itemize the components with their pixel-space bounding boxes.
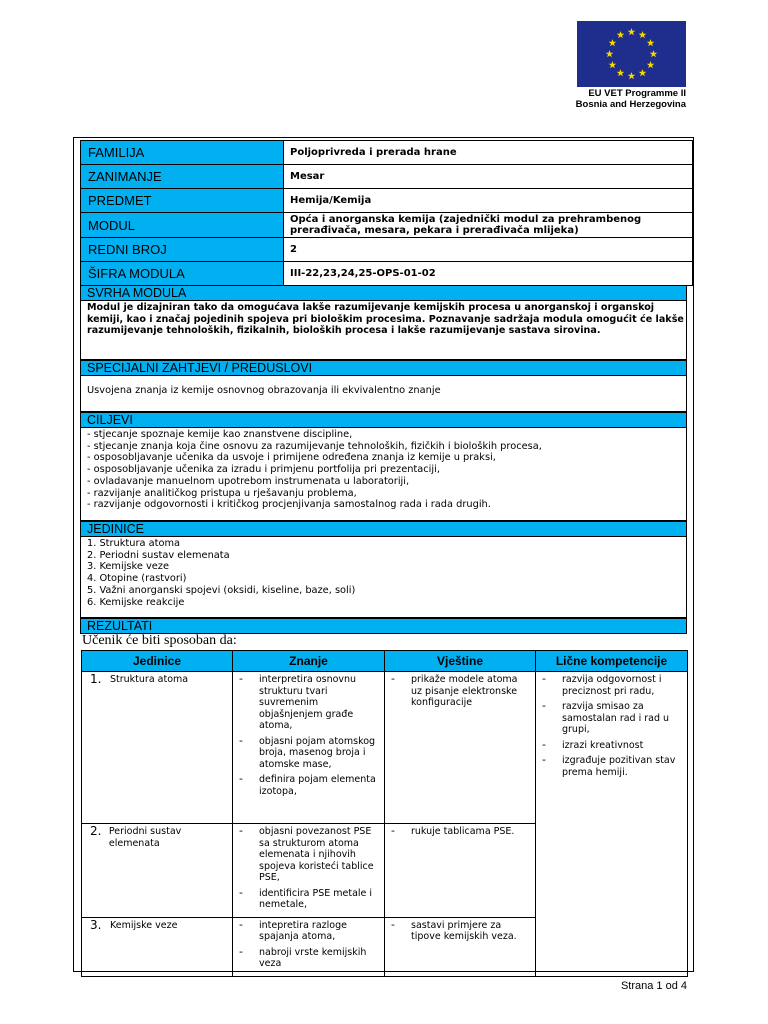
zahtjevi-text: Usvojena znanja iz kemije osnovnog obrazovanja ili ekvivalentno znanje (87, 385, 441, 396)
list-item: - izgrađuje pozitivan stav prema hemiji. (540, 755, 683, 778)
kompetencije-item: razvija smisao za samostalan rad i rad u grupi, (562, 701, 670, 735)
list-item: - izrazi kreativnost (542, 737, 644, 751)
vjestine-item: sastavi primjere za tipove kemijskih veza. (411, 919, 517, 942)
programme-line1: EU VET Programme II (588, 88, 686, 99)
header-licne-kompetencije: Lične kompetencije (536, 651, 688, 672)
list-item: - objasni povezanost PSE sa strukturom atoma elemenata i njihovih spojeva koristeći tablice PSE, (237, 826, 380, 884)
ciljevi-item: - osposobljavanje učenika da usvoje i primijene određena znanja iz kemije u praksi, (87, 452, 496, 464)
section-title-zahtjevi: SPECIJALNI ZAHTJEVI / PREDUSLOVI (80, 360, 687, 376)
field-value-modul: Opća i anorganska kemija (zajednički modul za prehrambenog prerađivača, mesara, pekara i prerađivača mlijeka) (284, 212, 693, 238)
programme-label (576, 88, 686, 110)
ciljevi-item: - razvijanje odgovornosti i kritičkog procjenjivanja samostalnog rada i rada drugih. (87, 499, 491, 511)
ciljevi-list (81, 428, 686, 511)
unit-number: 2. (90, 824, 102, 838)
table-row (82, 672, 688, 824)
field-value-sifra-modula: III-22,23,24,25-OPS-01-02 (284, 261, 693, 286)
list-item: - prikaže modele atoma uz pisanje elektronske konfiguracije (389, 674, 531, 709)
jedinice-item: 6. Kemijske reakcije (87, 596, 185, 608)
field-label-sifra-modula: ŠIFRA MODULA (80, 261, 284, 286)
jedinice-item: 5. Važni anorganski spojevi (oksidi, kiseline, baze, soli) (87, 584, 356, 596)
list-item: - objasni pojam atomskog broja, masenog broja i atomske mase, (237, 736, 380, 771)
unit-number: 3. (90, 917, 102, 932)
list-item: - interpretira osnovnu strukturu tvari suvremenim objašnjenjem građe atoma, (237, 674, 380, 732)
kompetencije-item: izrazi kreativnost (562, 739, 644, 751)
kompetencije-item: razvija odgovornost i preciznost pri radu, (562, 674, 662, 697)
section-title-jedinice: JEDINICE (80, 521, 687, 537)
list-item: - rukuje tablicama PSE. (391, 824, 515, 837)
znanje-item: objasni povezanost PSE sa strukturom atoma elemenata i njihovih spojeva koristeći tablice PSE, (259, 826, 374, 883)
eu-stars-icon (577, 21, 686, 87)
field-label-modul: MODUL (80, 212, 284, 238)
vjestine-cell (385, 824, 536, 918)
list-item: - sastavi primjere za tipove kemijskih veza. (389, 920, 531, 943)
section-body-jedinice (80, 537, 687, 618)
section-title-ciljevi: CILJEVI (80, 412, 687, 428)
kompetencije-item: izgrađuje pozitivan stav prema hemiji. (562, 755, 676, 778)
jedinice-item: 1. Struktura atoma (87, 538, 181, 549)
jedinice-item: 4. Otopine (rastvori) (87, 573, 187, 585)
znanje-item: intepretira razloge spajanja atoma, (259, 919, 347, 942)
list-item: - razvija odgovornost i preciznost pri radu, (540, 674, 683, 697)
section-title-svrha: SVRHA MODULA (80, 285, 687, 301)
field-label-zanimanje: ZANIMANJE (80, 164, 284, 189)
unit-cell (82, 672, 233, 824)
field-label-familija: FAMILIJA (80, 140, 284, 165)
section-title-rezultati: REZULTATI (80, 618, 687, 634)
unit-name: Kemijske veze (110, 919, 178, 931)
field-value-predmet: Hemija/Kemija (284, 188, 693, 213)
results-header-row (82, 651, 688, 672)
rezultati-subtitle: Učenik će biti sposoban da: (82, 633, 237, 648)
field-label-predmet: PREDMET (80, 188, 284, 213)
unit-name: Periodni sustav elemenata (108, 826, 182, 849)
znanje-item: definira pojam elementa izotopa, (259, 774, 376, 797)
vjestine-cell (385, 672, 536, 824)
ciljevi-item: - razvijanje analitičkog pristupa u rješavanju problema, (87, 487, 357, 499)
ciljevi-item: - stjecanje spoznaje kemije kao znanstvene discipline, (87, 429, 353, 440)
results-table (81, 650, 688, 977)
field-value-familija: Poljoprivreda i prerada hrane (284, 140, 693, 165)
unit-number: 1. (90, 672, 102, 686)
header-vjestine: Vještine (385, 651, 536, 672)
jedinice-item: 2. Periodni sustav elemenata (87, 549, 230, 561)
list-item: - intepretira razloge spajanja atoma, (237, 920, 380, 943)
znanje-item: objasni pojam atomskog broja, masenog broja i atomske mase, (259, 735, 376, 770)
svrha-text: Modul je dizajniran tako da omogućava lakše razumijevanje kemijskih procesa u anorganskoj i organskoj kemiji, kao i značaj pojedinih spojeva pri biološkim procesima. Poznavanje sadržaja modula omogućit će lakše razumijevanje tehnoloških, fizikalnih, bioloških procesa i lakše razumijevanje sastava sirovina. (87, 302, 684, 337)
section-body-zahtjevi (80, 376, 687, 412)
kompetencije-cell (536, 672, 688, 977)
field-value-zanimanje: Mesar (284, 164, 693, 189)
znanje-item: nabroji vrste kemijskih veza (259, 946, 367, 969)
jedinice-list (81, 537, 686, 608)
vjestine-item: prikaže modele atoma uz pisanje elektronske konfiguracije (411, 674, 518, 708)
page-number: Strana 1 od 4 (620, 980, 687, 992)
field-value-redni-broj: 2 (284, 237, 693, 262)
vjestine-cell (385, 917, 536, 976)
ciljevi-item: - stjecanje znanja koja čine osnovu za razumijevanje tehnoloških, fizičkih i bioloških procesa, (87, 440, 542, 452)
vjestine-item: rukuje tablicama PSE. (411, 826, 515, 837)
znanje-cell (233, 672, 385, 824)
header-jedinice: Jedinice (82, 651, 233, 672)
programme-line2: Bosnia and Herzegovina (575, 99, 686, 110)
unit-name: Struktura atoma (110, 674, 189, 685)
section-body-svrha (80, 301, 687, 360)
jedinice-item: 3. Kemijske veze (87, 561, 169, 573)
ciljevi-item: - osposobljavanje učenika za izradu i primjenu portfolija pri prezentaciji, (87, 464, 440, 476)
unit-cell (82, 917, 233, 976)
eu-flag-logo (577, 21, 686, 87)
list-item: - identificira PSE metale i nemetale, (237, 888, 380, 911)
list-item: - nabroji vrste kemijskih veza (237, 947, 380, 970)
znanje-cell (233, 917, 385, 976)
section-body-ciljevi (80, 428, 687, 521)
ciljevi-item: - ovladavanje manuelnom upotrebom instrumenata u laboratoriji, (87, 475, 410, 487)
field-label-redni-broj: REDNI BROJ (80, 237, 284, 262)
list-item: - razvija smisao za samostalan rad i rad u grupi, (540, 701, 683, 736)
list-item: - definira pojam elementa izotopa, (237, 774, 380, 797)
znanje-item: identificira PSE metale i nemetale, (259, 887, 373, 910)
header-znanje: Znanje (233, 651, 385, 672)
unit-cell (82, 824, 233, 918)
znanje-item: interpretira osnovnu strukturu tvari suvremenim objašnjenjem građe atoma, (259, 674, 357, 731)
znanje-cell (233, 824, 385, 918)
